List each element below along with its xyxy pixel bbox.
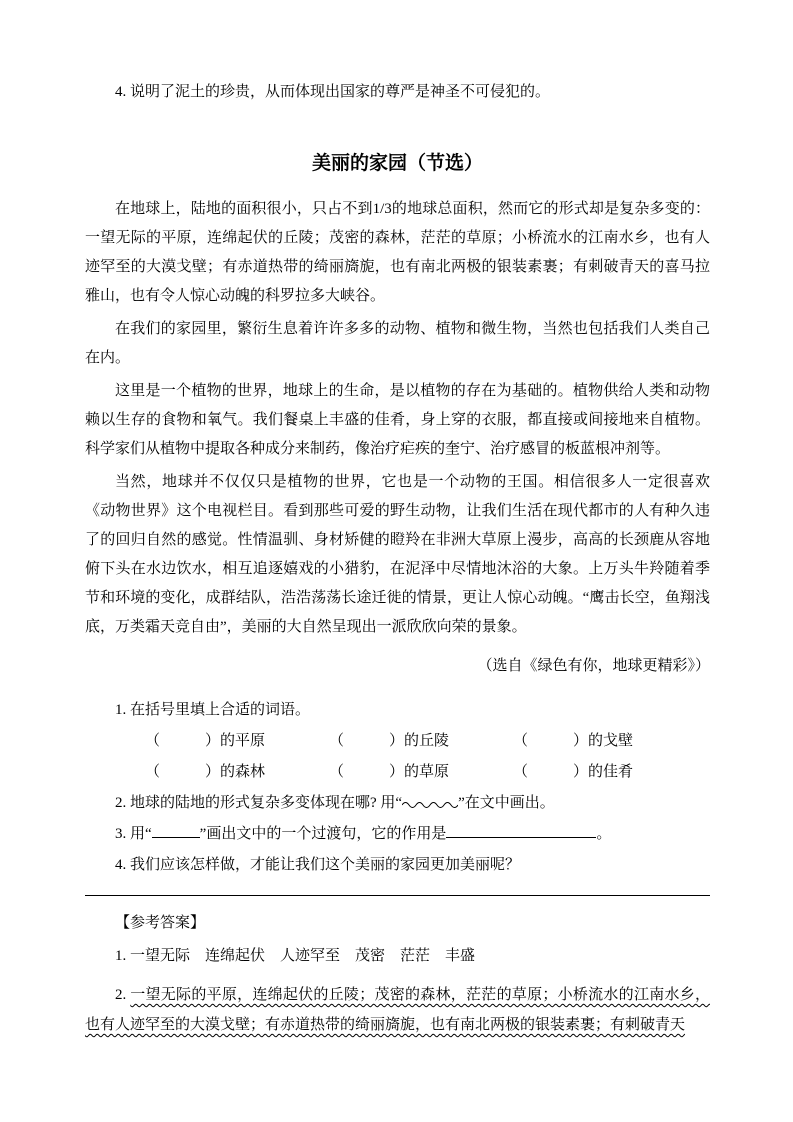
question-1: 1. 在括号里填上合适的词语。 <box>115 702 311 718</box>
underline-blank <box>152 824 200 838</box>
question-3-text: 3. 用“ <box>115 826 152 842</box>
article-title: 美丽的家园（节选） <box>311 153 483 174</box>
question-2-text: 2. 地球的陆地的形式复杂多变体现在哪? 用“ <box>115 795 403 811</box>
wavy-underlined-text: 一望无际的平原，连绵起伏的丘陵；茂密的森林，茫茫的草原；小桥流水的江南水乡，也有人迹罕至的大漠戈壁；有赤道热带的绮丽旖旎，也有南北两极的银装素裹；有刺破青天 <box>85 987 710 1033</box>
reference-answers-header: 【参考答案】 <box>115 915 206 931</box>
question-1-blanks-row-1 <box>85 726 710 757</box>
question-4: 4. 我们应该怎样做，才能让我们这个美丽的家园更加美丽呢？ <box>115 857 521 873</box>
fill-blank-item: （ ）的平原 <box>145 733 266 749</box>
underline-blank <box>446 824 596 838</box>
article-paragraph: 在我们的家园里，繁衍生息着许许多多的动物、植物和微生物，当然也包括我们人类自己在内。 <box>85 321 710 366</box>
questions-section <box>85 695 710 881</box>
question-3-text-suffix: 。 <box>596 826 612 842</box>
previous-question-answer: 4. 说明了泥土的珍贵，从而体现出国家的尊严是神圣不可侵犯的。 <box>115 84 551 100</box>
article-paragraph: 当然，地球并不仅仅只是植物的世界，它也是一个动物的王国。相信很多人一定很喜欢《动物世界》这个电视栏目。看到那些可爱的野生动物，让我们生活在现代都市的人有种久违了的回归自然的感觉。性情温驯、身材矫健的瞪羚在非洲大草原上漫步，高高的长颈鹿从容地俯下头在水边饮水，相互追逐嬉戏的小猎豹，在泥泽中尽情地沐浴的大象。上万头牛羚随着季节和环境的变化，成群结队，浩浩荡荡长途迁徙的情景，更让人惊心动魄。“鹰击长空，鱼翔浅底，万类霜天竞自由”，美丽的大自然呈现出一派欣欣向荣的景象。 <box>85 474 710 635</box>
article-paragraph: 在地球上，陆地的面积很小，只占不到1/3的地球总面积，然而它的形式却是复杂多变的：一望无际的平原，连绵起伏的丘陵；茂密的森林，茫茫的草原；小桥流水的江南水乡，也有人迹罕至的大漠戈壁；有赤道热带的绮丽旖旎，也有南北两极的银装素裹；有刺破青天的喜马拉雅山，也有令人惊心动魄的科罗拉多大峡谷。 <box>85 201 710 304</box>
fill-blank-item: （ ）的丘陵 <box>329 733 450 749</box>
fill-blank-item: （ ）的草原 <box>329 764 450 780</box>
question-2-text-suffix: ”在文中画出。 <box>458 795 555 811</box>
answer-2 <box>85 980 710 1040</box>
answer-1: 1. 一望无际 连绵起伏 人迹罕至 茂密 茫茫 丰盛 <box>115 948 476 964</box>
question-2 <box>85 788 710 819</box>
answers-section <box>85 908 710 1040</box>
section-divider <box>85 895 710 896</box>
answer-2-number: 2. <box>115 987 131 1003</box>
question-3-text-mid: ”画出文中的一个过渡句，它的作用是 <box>199 826 447 842</box>
question-1-blanks-row-2 <box>85 757 710 788</box>
wavy-line-blank <box>402 795 458 811</box>
article-paragraph: 这里是一个植物的世界，地球上的生命，是以植物的存在为基础的。植物供给人类和动物赖以生存的食物和氧气。我们餐桌上丰盛的佳肴，身上穿的衣服，都直接或间接地来自植物。科学家们从植物中提取各种成分来制药，像治疗疟疾的奎宁、治疗感冒的板蓝根冲剂等。 <box>85 383 710 457</box>
fill-blank-item: （ ）的佳肴 <box>513 764 634 780</box>
fill-blank-item: （ ）的戈壁 <box>513 733 634 749</box>
fill-blank-item: （ ）的森林 <box>145 764 266 780</box>
source-citation: （选自《绿色有你，地球更精彩》） <box>477 658 710 674</box>
question-3 <box>85 819 710 850</box>
